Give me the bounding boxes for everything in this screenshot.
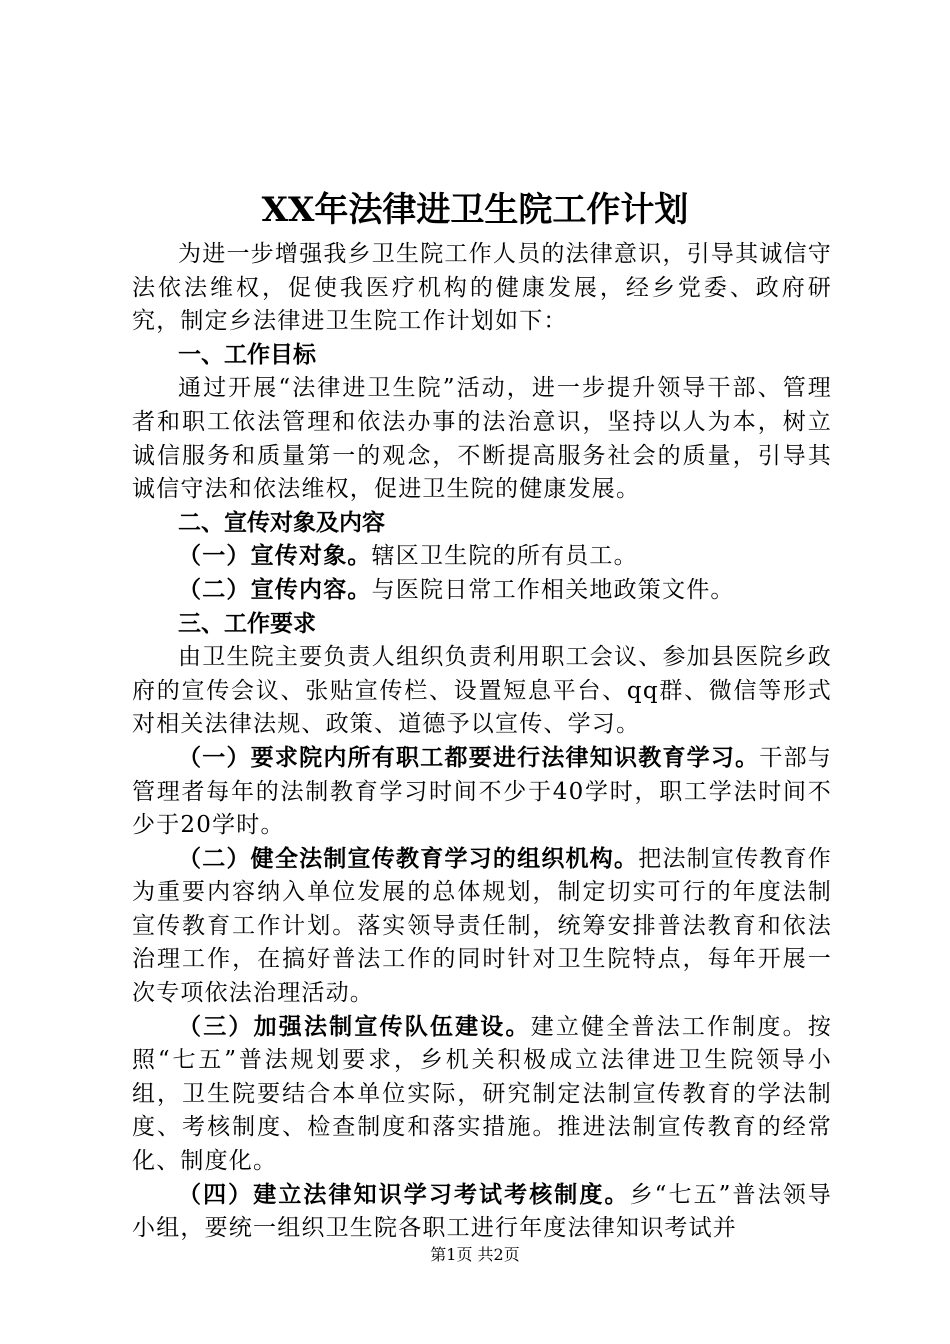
document-title: XX年法律进卫生院工作计划	[261, 190, 689, 230]
targets-item-2-lead: （二）宣传内容。	[178, 576, 372, 603]
section-heading-targets: 二、宣传对象及内容	[178, 509, 385, 536]
requirements-item-4-text: 乡“七五”普法领导小组，要统一组织卫生院各职工进行年度法律知识考试并	[132, 1181, 832, 1242]
requirements-item-1	[132, 742, 832, 843]
targets-item-1	[132, 540, 832, 574]
requirements-item-2	[132, 843, 832, 1011]
requirements-item-3-lead: （三）加强法制宣传队伍建设。	[178, 1013, 531, 1040]
requirements-item-1-lead: （一）要求院内所有职工都要进行法律知识教育学习。	[178, 744, 760, 771]
section-heading-goals: 一、工作目标	[178, 341, 316, 368]
section-heading-requirements: 三、工作要求	[178, 610, 316, 637]
requirements-item-2-text: 把法制宣传教育作为重要内容纳入单位发展的总体规划，制定切实可行的年度法制宣传教育工作计划。落实领导责任制，统筹安排普法教育和依法治理工作，在搞好普法工作的同时针对卫生院特点，每年开展一次专项依法治理活动。	[132, 845, 832, 1007]
targets-item-2-text: 与医院日常工作相关地政策文件。	[371, 576, 735, 603]
requirements-item-2-lead: （二）健全法制宣传教育学习的组织机构。	[178, 845, 639, 872]
requirements-item-4	[132, 1179, 832, 1246]
targets-item-1-lead: （一）宣传对象。	[178, 543, 372, 570]
requirements-item-1-text: 干部与管理者每年的法制教育学习时间不少于40学时，职工学法时间不少于20学时。	[132, 744, 832, 839]
page-footer: 第1页 共2页	[430, 1245, 520, 1264]
targets-item-1-text: 辖区卫生院的所有员工。	[371, 543, 638, 570]
requirements-item-4-lead: （四）建立法律知识学习考试考核制度。	[178, 1181, 630, 1208]
intro-paragraph: 为进一步增强我乡卫生院工作人员的法律意识，引导其诚信守法依法维权，促使我医疗机构的健康发展，经乡党委、政府研究，制定乡法律进卫生院工作计划如下：	[132, 241, 832, 335]
requirements-item-3-text: 建立健全普法工作制度。按照“七五”普法规划要求，乡机关积极成立法律进卫生院领导小组，卫生院要结合本单位实际，研究制定法制宣传教育的学法制度、考核制度、检查制度和落实措施。推进法制宣传教育的经常化、制度化。	[132, 1013, 832, 1175]
targets-item-2	[132, 574, 832, 608]
goals-paragraph: 通过开展“法律进卫生院”活动，进一步提升领导干部、管理者和职工依法管理和依法办事的法治意识，坚持以人为本，树立诚信服务和质量第一的观念，不断提高服务社会的质量，引导其诚信守法和依法维权，促进卫生院的健康发展。	[132, 375, 832, 503]
document-body	[132, 238, 832, 1246]
requirements-item-3	[132, 1011, 832, 1179]
requirements-paragraph: 由卫生院主要负责人组织负责利用职工会议、参加县医院乡政府的宣传会议、张贴宣传栏、设置短息平台、qq群、微信等形式对相关法律法规、政策、道德予以宣传、学习。	[132, 644, 832, 738]
